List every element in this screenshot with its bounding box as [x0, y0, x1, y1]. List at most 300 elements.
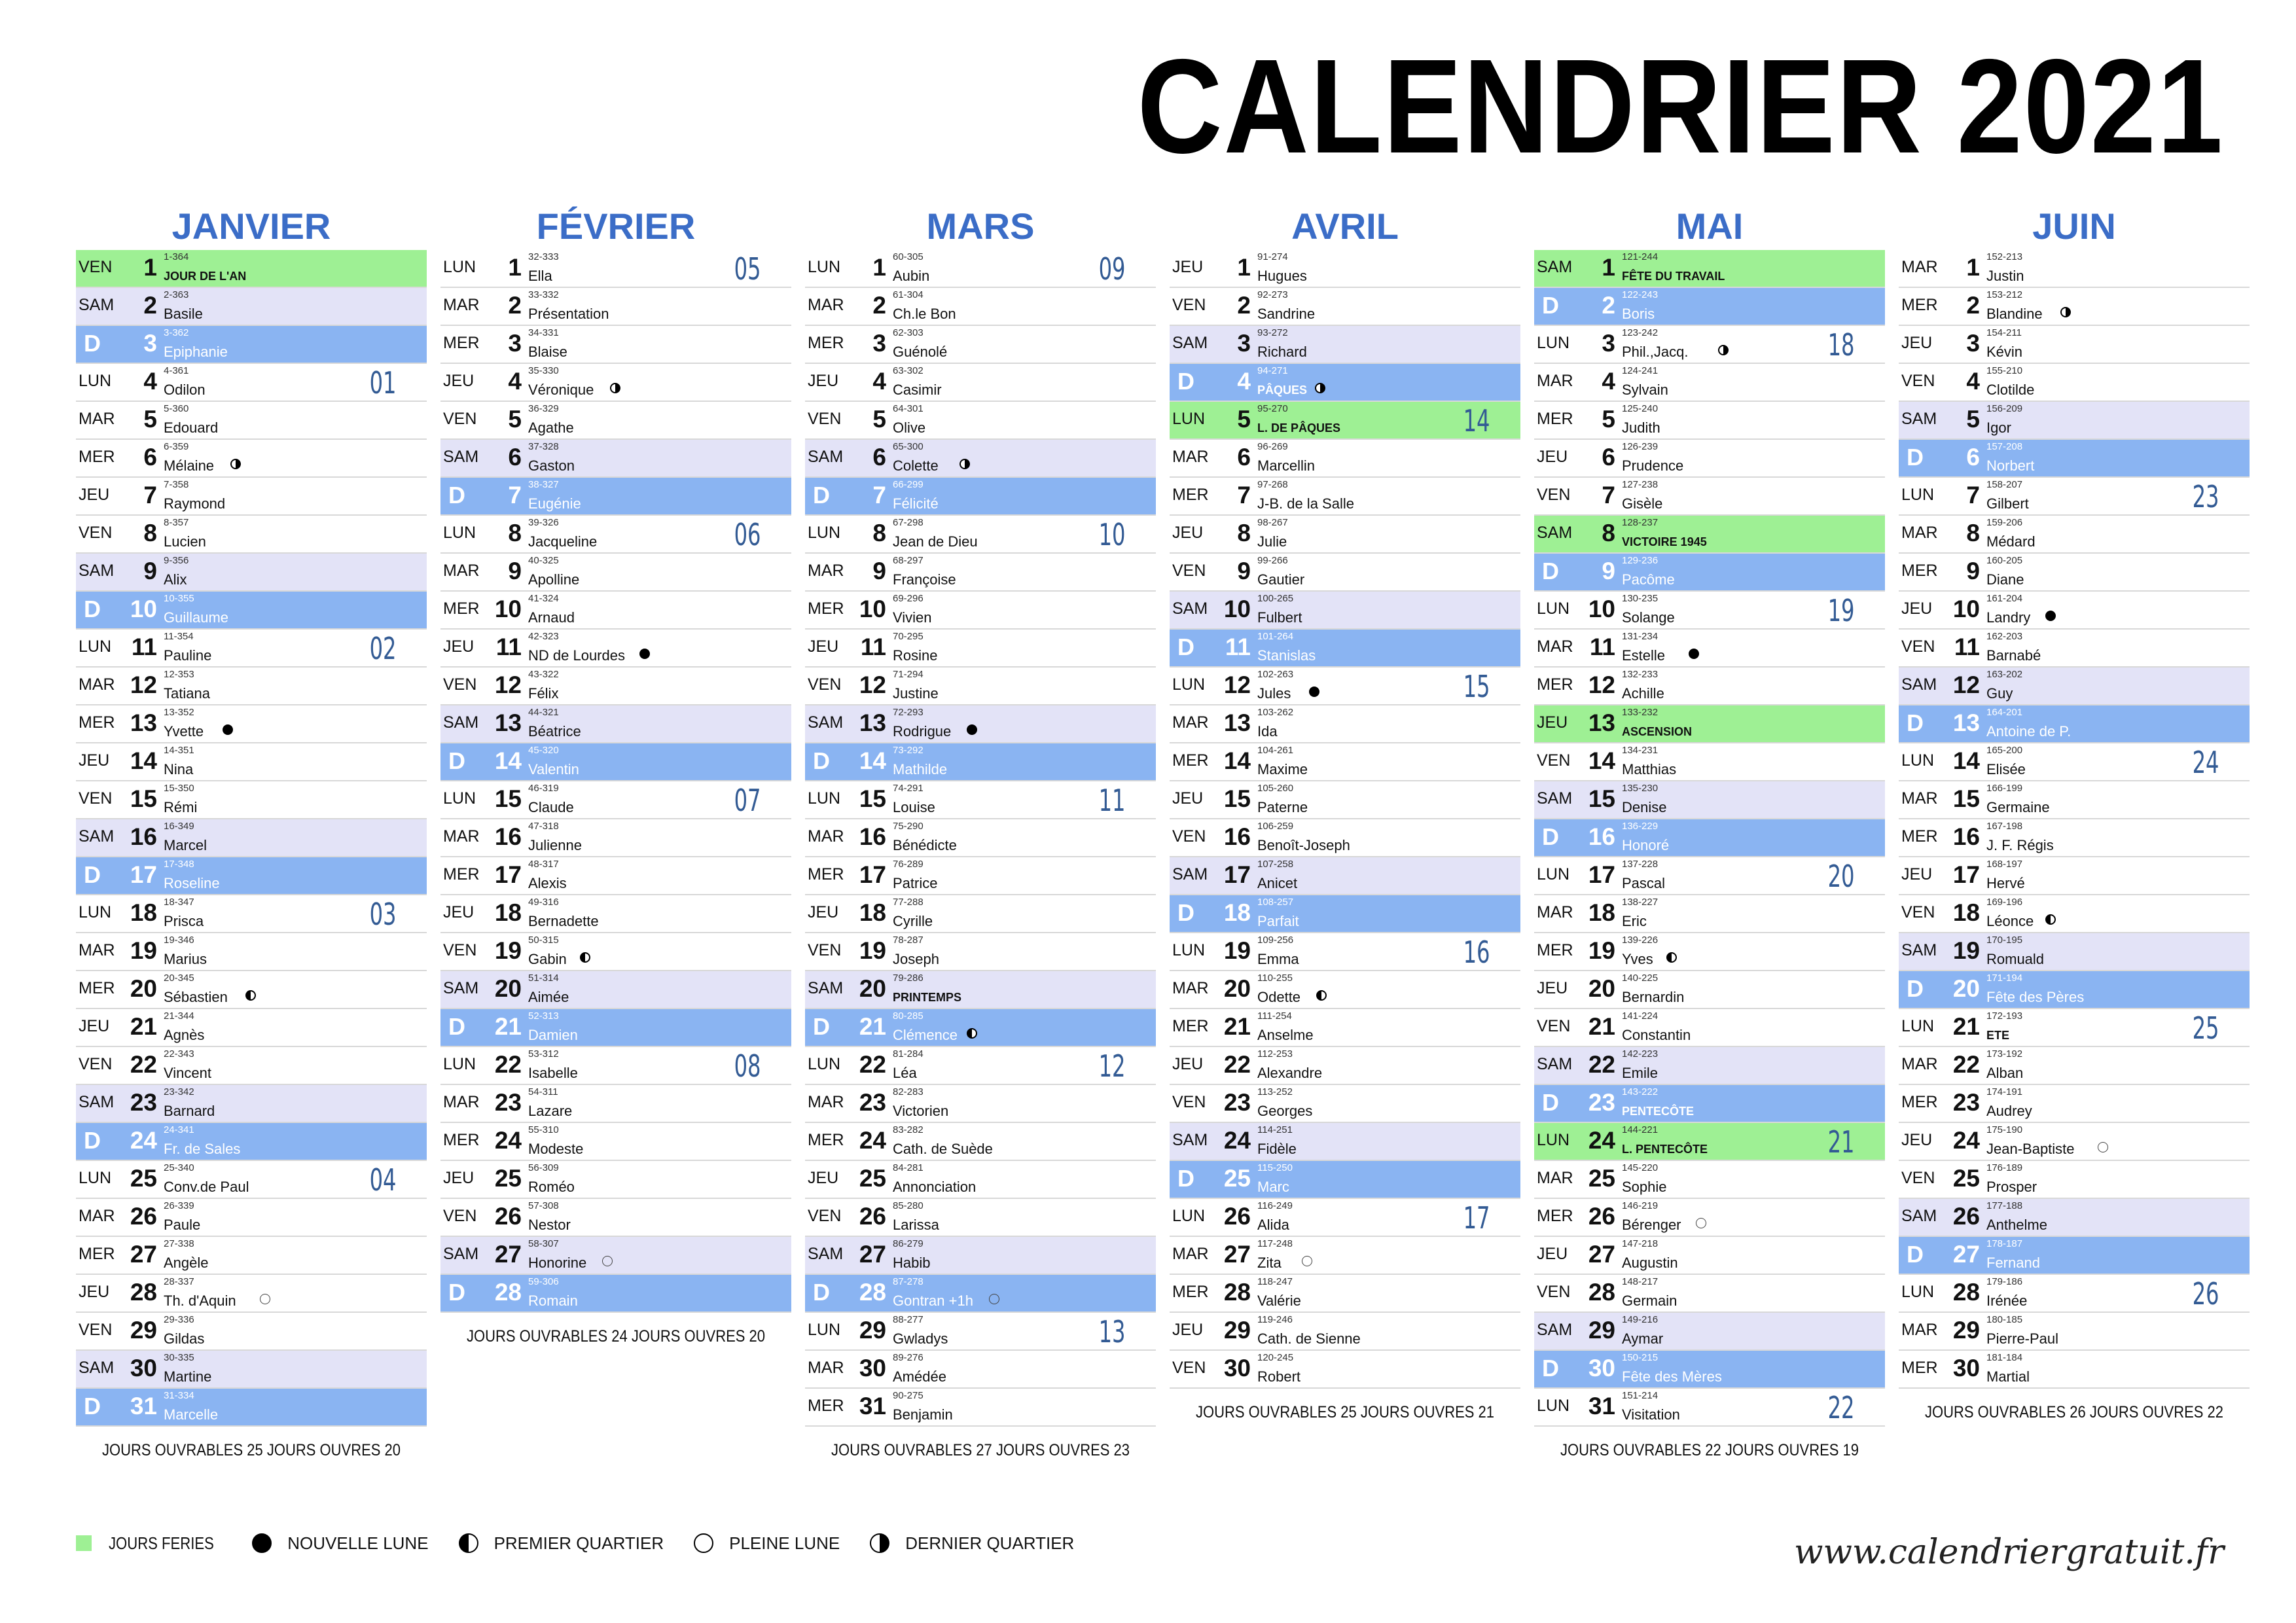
- day-number: 16: [1588, 823, 1615, 850]
- saint-name: Colette: [893, 457, 939, 474]
- month-column: [1899, 203, 2250, 1422]
- day-number: 28: [1223, 1279, 1251, 1306]
- day-row: [1534, 1199, 1885, 1237]
- saint-name: Gontran +1h: [893, 1293, 973, 1309]
- day-of-year: 113-252: [1257, 1086, 1293, 1097]
- day-row: [1170, 819, 1520, 857]
- last-quarter-icon: [230, 459, 241, 469]
- full-moon-icon: [1302, 1256, 1312, 1266]
- day-number: 24: [1952, 1127, 1980, 1154]
- saint-name: Fidèle: [1257, 1141, 1297, 1157]
- weekday-label: MER: [1172, 486, 1209, 504]
- day-row: [1534, 857, 1885, 895]
- day-row: [1899, 516, 2250, 554]
- day-number: 20: [130, 975, 157, 1002]
- day-of-year: 105-260: [1257, 783, 1294, 794]
- day-row: [1899, 1085, 2250, 1123]
- day-of-year: 47-318: [528, 821, 559, 832]
- day-of-year: 84-281: [893, 1162, 924, 1173]
- weekday-label: MER: [1172, 1283, 1209, 1301]
- weekday-label: D: [448, 747, 465, 774]
- day-row: [440, 819, 791, 857]
- day-number: 9: [872, 558, 886, 584]
- day-row: [1534, 1123, 1885, 1161]
- day-number: 12: [1223, 671, 1251, 698]
- day-of-year: 59-306: [528, 1276, 559, 1287]
- day-number: 3: [872, 330, 886, 357]
- weekday-label: MAR: [443, 296, 480, 314]
- day-row: [805, 1313, 1156, 1351]
- day-of-year: 67-298: [893, 517, 924, 528]
- day-number: 19: [130, 937, 157, 964]
- saint-name: Mélaine: [164, 457, 215, 474]
- weekday-label: VEN: [1901, 1169, 1935, 1187]
- day-of-year: 140-225: [1622, 972, 1659, 984]
- day-row: [76, 1085, 427, 1123]
- weekday-label: JEU: [1537, 979, 1568, 997]
- day-of-year: 173-192: [1986, 1048, 2023, 1060]
- weekday-label: MAR: [1172, 713, 1209, 732]
- day-number: 13: [1952, 709, 1980, 736]
- day-row: [440, 592, 791, 630]
- day-of-year: 155-210: [1986, 365, 2023, 376]
- saint-name: Aimée: [528, 989, 569, 1005]
- day-row: [805, 857, 1156, 895]
- day-row: [1899, 1275, 2250, 1313]
- saint-name: L. DE PÂQUES: [1257, 421, 1341, 435]
- full-moon-icon: [989, 1294, 999, 1304]
- day-number: 14: [1588, 747, 1615, 774]
- day-of-year: 132-233: [1622, 669, 1659, 680]
- day-number: 30: [1588, 1355, 1615, 1382]
- saint-name: Félicité: [893, 495, 939, 512]
- saint-name: Ch.le Bon: [893, 306, 956, 322]
- day-of-year: 158-207: [1986, 479, 2023, 490]
- day-number: 30: [1952, 1355, 1980, 1382]
- day-of-year: 142-223: [1622, 1048, 1659, 1060]
- weekday-label: SAM: [79, 1093, 115, 1111]
- saint-name: Conv.de Paul: [164, 1179, 249, 1195]
- day-of-year: 83-282: [893, 1124, 924, 1135]
- saint-name: Alida: [1257, 1217, 1289, 1233]
- weekday-label: MER: [1537, 410, 1573, 428]
- day-of-year: 79-286: [893, 972, 924, 984]
- weekday-label: JEU: [1172, 1055, 1204, 1073]
- saint-name: Annonciation: [893, 1179, 977, 1195]
- day-number: 31: [1588, 1393, 1615, 1419]
- day-of-year: 8-357: [164, 517, 189, 528]
- day-of-year: 52-313: [528, 1010, 559, 1022]
- day-row: [1170, 895, 1520, 933]
- weekday-label: D: [84, 861, 101, 888]
- weekday-label: SAM: [808, 979, 844, 997]
- saint-name: Bérenger: [1622, 1217, 1681, 1233]
- weekday-label: MER: [1537, 941, 1573, 959]
- saint-name: Gilbert: [1986, 495, 2029, 512]
- weekday-label: MAR: [443, 562, 480, 580]
- day-row: [76, 402, 427, 440]
- saint-name: Patrice: [893, 875, 938, 891]
- day-of-year: 148-217: [1622, 1276, 1659, 1287]
- legend-full-moon: PLEINE LUNE: [729, 1533, 840, 1553]
- saint-name: ETE: [1986, 1029, 2010, 1042]
- weekday-label: D: [1907, 975, 1924, 1002]
- weekday-label: VEN: [443, 410, 477, 428]
- day-row: [76, 478, 427, 516]
- day-list: [1534, 250, 1885, 1427]
- saint-name: Marcel: [164, 837, 207, 853]
- day-row: [440, 857, 791, 895]
- saint-name: Valérie: [1257, 1293, 1301, 1309]
- day-of-year: 27-338: [164, 1238, 194, 1249]
- saint-name: Agathe: [528, 419, 574, 436]
- day-number: 24: [1588, 1127, 1615, 1154]
- day-number: 1: [872, 254, 886, 281]
- day-number: 9: [508, 558, 522, 584]
- day-of-year: 53-312: [528, 1048, 559, 1060]
- weekday-label: VEN: [443, 941, 477, 959]
- saint-name: Gisèle: [1622, 495, 1663, 512]
- month-footer: JOURS OUVRABLES 24 JOURS OUVRES 20: [466, 1327, 766, 1346]
- day-of-year: 62-303: [893, 327, 924, 338]
- day-row: [1899, 1313, 2250, 1351]
- day-number: 1: [1602, 254, 1615, 281]
- day-number: 21: [1952, 1013, 1980, 1040]
- weekday-label: JEU: [79, 1017, 110, 1035]
- day-of-year: 103-262: [1257, 707, 1294, 718]
- weekday-label: SAM: [1537, 1321, 1573, 1339]
- day-number: 28: [1588, 1279, 1615, 1306]
- day-of-year: 119-246: [1257, 1314, 1293, 1325]
- saint-name: Diane: [1986, 571, 2024, 588]
- weekday-label: D: [448, 1013, 465, 1040]
- saint-name: Irénée: [1986, 1293, 2028, 1309]
- day-number: 19: [1223, 937, 1251, 964]
- weekday-label: SAM: [808, 448, 844, 466]
- day-number: 20: [494, 975, 522, 1002]
- day-row: [805, 364, 1156, 402]
- weekday-label: JEU: [443, 903, 475, 921]
- day-of-year: 86-279: [893, 1238, 924, 1249]
- saint-name: Isabelle: [528, 1065, 578, 1081]
- saint-name: Eric: [1622, 913, 1647, 929]
- weekday-label: SAM: [808, 713, 844, 732]
- weekday-label: SAM: [79, 827, 115, 846]
- weekday-label: MER: [443, 334, 480, 352]
- full-moon-icon: [2098, 1142, 2108, 1152]
- day-number: 27: [130, 1241, 157, 1268]
- day-of-year: 10-355: [164, 593, 194, 604]
- day-number: 14: [1223, 747, 1251, 774]
- day-number: 1: [143, 254, 157, 281]
- week-number: 06: [734, 517, 761, 552]
- day-row: [1534, 1237, 1885, 1275]
- weekday-label: JEU: [1537, 448, 1568, 466]
- day-list: [76, 250, 427, 1427]
- saint-name: Julienne: [528, 837, 582, 853]
- day-row: [76, 1275, 427, 1313]
- day-of-year: 130-235: [1622, 593, 1659, 604]
- day-of-year: 88-277: [893, 1314, 924, 1325]
- day-number: 5: [872, 406, 886, 433]
- day-row: [1170, 1351, 1520, 1389]
- week-number: 21: [1828, 1124, 1855, 1160]
- weekday-label: MER: [79, 713, 115, 732]
- day-number: 3: [1966, 330, 1980, 357]
- day-number: 4: [508, 368, 522, 395]
- day-of-year: 89-276: [893, 1352, 924, 1363]
- weekday-label: LUN: [1901, 1283, 1935, 1301]
- saint-name: PRINTEMPS: [893, 991, 962, 1004]
- day-row: [1170, 1313, 1520, 1351]
- day-row: [805, 630, 1156, 668]
- saint-name: Basile: [164, 306, 203, 322]
- first-quarter-icon: [245, 990, 256, 1001]
- saint-name: Germaine: [1986, 799, 2050, 815]
- day-number: 26: [1588, 1203, 1615, 1230]
- month-footer: JOURS OUVRABLES 25 JOURS OUVRES 21: [1195, 1403, 1495, 1421]
- day-row: [1170, 1161, 1520, 1199]
- saint-name: Marcelle: [164, 1406, 219, 1423]
- day-number: 18: [494, 899, 522, 926]
- weekday-label: JEU: [79, 1283, 110, 1301]
- saint-name: Vivien: [893, 609, 932, 626]
- saint-name: Pacôme: [1622, 571, 1675, 588]
- day-of-year: 36-329: [528, 403, 559, 414]
- day-row: [1899, 592, 2250, 630]
- week-number: 16: [1463, 935, 1490, 970]
- day-row: [805, 402, 1156, 440]
- day-number: 20: [1588, 975, 1615, 1002]
- saint-name: Julie: [1257, 533, 1287, 550]
- day-of-year: 156-209: [1986, 403, 2023, 414]
- day-row: [1170, 440, 1520, 478]
- saint-name: Apolline: [528, 571, 580, 588]
- weekday-label: LUN: [1537, 1131, 1570, 1149]
- day-number: 21: [494, 1013, 522, 1040]
- day-of-year: 176-189: [1986, 1162, 2023, 1173]
- weekday-label: JEU: [808, 903, 839, 921]
- day-number: 23: [130, 1089, 157, 1116]
- saint-name: Audrey: [1986, 1103, 2032, 1119]
- saint-name: Elisée: [1986, 761, 2026, 777]
- day-number: 17: [130, 861, 157, 888]
- day-row: [440, 971, 791, 1009]
- saint-name: Gaston: [528, 457, 575, 474]
- weekday-label: MAR: [808, 296, 844, 314]
- week-number: 15: [1463, 669, 1490, 704]
- day-of-year: 144-221: [1622, 1124, 1659, 1135]
- day-row: [440, 440, 791, 478]
- day-of-year: 102-263: [1257, 669, 1294, 680]
- day-number: 9: [143, 558, 157, 584]
- day-number: 28: [130, 1279, 157, 1306]
- day-of-year: 44-321: [528, 707, 559, 718]
- weekday-label: VEN: [1172, 1359, 1206, 1377]
- day-row: [76, 1237, 427, 1275]
- day-number: 16: [859, 823, 886, 850]
- saint-name: Alexis: [528, 875, 567, 891]
- last-quarter-icon: [610, 383, 620, 393]
- day-number: 10: [1952, 596, 1980, 622]
- weekday-label: D: [1907, 444, 1924, 471]
- saint-name: Guy: [1986, 685, 2013, 702]
- day-row: [1170, 1199, 1520, 1237]
- weekday-label: MAR: [443, 827, 480, 846]
- weekday-label: MER: [808, 599, 844, 618]
- saint-name: Odilon: [164, 382, 206, 398]
- day-row: [1170, 668, 1520, 705]
- weekday-label: VEN: [1172, 296, 1206, 314]
- day-number: 26: [859, 1203, 886, 1230]
- saint-name: ND de Lourdes: [528, 647, 625, 664]
- day-number: 11: [1954, 633, 1980, 660]
- day-row: [1534, 516, 1885, 554]
- saint-name: Landry: [1986, 609, 2031, 626]
- day-row: [1899, 288, 2250, 326]
- day-of-year: 167-198: [1986, 821, 2023, 832]
- day-of-year: 18-347: [164, 897, 194, 908]
- saint-name: Blaise: [528, 344, 567, 360]
- day-of-year: 154-211: [1986, 327, 2022, 338]
- weekday-label: JEU: [79, 751, 110, 770]
- saint-name: Modeste: [528, 1141, 584, 1157]
- day-row: [1534, 895, 1885, 933]
- day-of-year: 115-250: [1257, 1162, 1293, 1173]
- day-of-year: 97-268: [1257, 479, 1288, 490]
- saint-name: Arnaud: [528, 609, 575, 626]
- saint-name: JOUR DE L'AN: [164, 270, 247, 283]
- saint-name: Gabin: [528, 951, 567, 967]
- week-number: 01: [370, 365, 397, 401]
- day-of-year: 137-228: [1622, 859, 1659, 870]
- day-number: 26: [1223, 1203, 1251, 1230]
- weekday-label: LUN: [443, 1055, 476, 1073]
- day-of-year: 74-291: [893, 783, 924, 794]
- day-of-year: 143-222: [1622, 1086, 1659, 1097]
- weekday-label: LUN: [808, 524, 841, 542]
- day-of-year: 75-290: [893, 821, 924, 832]
- day-number: 13: [1223, 709, 1251, 736]
- saint-name: Sébastien: [164, 989, 228, 1005]
- day-row: [805, 250, 1156, 288]
- day-number: 22: [130, 1051, 157, 1078]
- day-number: 6: [143, 444, 157, 471]
- saint-name: Agnès: [164, 1027, 205, 1043]
- day-number: 1: [1237, 254, 1251, 281]
- day-number: 2: [872, 292, 886, 319]
- day-row: [1534, 364, 1885, 402]
- day-of-year: 21-344: [164, 1010, 194, 1022]
- day-of-year: 90-275: [893, 1390, 924, 1401]
- saint-name: Phil.,Jacq.: [1622, 344, 1689, 360]
- day-number: 19: [1588, 937, 1615, 964]
- weekday-label: SAM: [1172, 1131, 1208, 1149]
- day-of-year: 107-258: [1257, 859, 1294, 870]
- day-number: 12: [859, 671, 886, 698]
- day-row: [76, 554, 427, 592]
- day-number: 3: [1237, 330, 1251, 357]
- day-of-year: 116-249: [1257, 1200, 1293, 1211]
- day-of-year: 82-283: [893, 1086, 924, 1097]
- weekday-label: VEN: [808, 941, 842, 959]
- day-number: 19: [1952, 937, 1980, 964]
- weekday-label: SAM: [79, 1359, 115, 1377]
- weekday-label: MAR: [808, 562, 844, 580]
- saint-name: Damien: [528, 1027, 578, 1043]
- day-number: 2: [508, 292, 522, 319]
- weekday-label: LUN: [1537, 1397, 1570, 1415]
- weekday-label: LUN: [1901, 751, 1935, 770]
- saint-name: Aymar: [1622, 1330, 1664, 1347]
- day-row: [805, 1389, 1156, 1427]
- day-number: 26: [130, 1203, 157, 1230]
- day-number: 25: [1588, 1165, 1615, 1192]
- day-of-year: 120-245: [1257, 1352, 1294, 1363]
- day-number: 10: [859, 596, 886, 622]
- day-number: 16: [1952, 823, 1980, 850]
- day-of-year: 45-320: [528, 745, 559, 756]
- day-row: [1899, 402, 2250, 440]
- day-row: [805, 288, 1156, 326]
- day-row: [805, 1085, 1156, 1123]
- saint-name: Clémence: [893, 1027, 958, 1043]
- weekday-label: SAM: [1901, 675, 1937, 694]
- weekday-label: D: [813, 482, 830, 508]
- day-row: [76, 1161, 427, 1199]
- day-of-year: 101-264: [1257, 631, 1294, 642]
- weekday-label: MER: [808, 865, 844, 883]
- new-moon-icon: [223, 724, 233, 735]
- month-footer: JOURS OUVRABLES 25 JOURS OUVRES 20: [101, 1441, 401, 1459]
- day-row: [76, 705, 427, 743]
- day-of-year: 48-317: [528, 859, 559, 870]
- day-row: [805, 592, 1156, 630]
- weekday-label: MAR: [1901, 1055, 1938, 1073]
- day-of-year: 95-270: [1257, 403, 1288, 414]
- day-number: 16: [1223, 823, 1251, 850]
- weekday-label: MAR: [79, 675, 115, 694]
- day-of-year: 69-296: [893, 593, 924, 604]
- weekday-label: VEN: [79, 1321, 113, 1339]
- day-number: 3: [143, 330, 157, 357]
- saint-name: Marc: [1257, 1179, 1289, 1195]
- day-row: [1899, 705, 2250, 743]
- weekday-label: SAM: [1537, 1055, 1573, 1073]
- weekday-label: MER: [1172, 1017, 1209, 1035]
- saint-name: J-B. de la Salle: [1257, 495, 1354, 512]
- saint-name: Norbert: [1986, 457, 2035, 474]
- day-number: 29: [130, 1317, 157, 1344]
- weekday-label: JEU: [1537, 1245, 1568, 1263]
- day-of-year: 81-284: [893, 1048, 924, 1060]
- saint-name: Cath. de Suède: [893, 1141, 993, 1157]
- saint-name: Rosine: [893, 647, 938, 664]
- day-number: 15: [494, 785, 522, 812]
- day-number: 31: [130, 1393, 157, 1419]
- day-row: [1170, 402, 1520, 440]
- weekday-label: VEN: [1537, 1017, 1571, 1035]
- day-number: 24: [130, 1127, 157, 1154]
- day-number: 27: [494, 1241, 522, 1268]
- day-number: 8: [872, 520, 886, 546]
- day-number: 12: [1588, 671, 1615, 698]
- saint-name: Léa: [893, 1065, 917, 1081]
- day-row: [1899, 1123, 2250, 1161]
- saint-name: Alix: [164, 571, 187, 588]
- saint-name: Présentation: [528, 306, 609, 322]
- day-of-year: 122-243: [1622, 289, 1659, 300]
